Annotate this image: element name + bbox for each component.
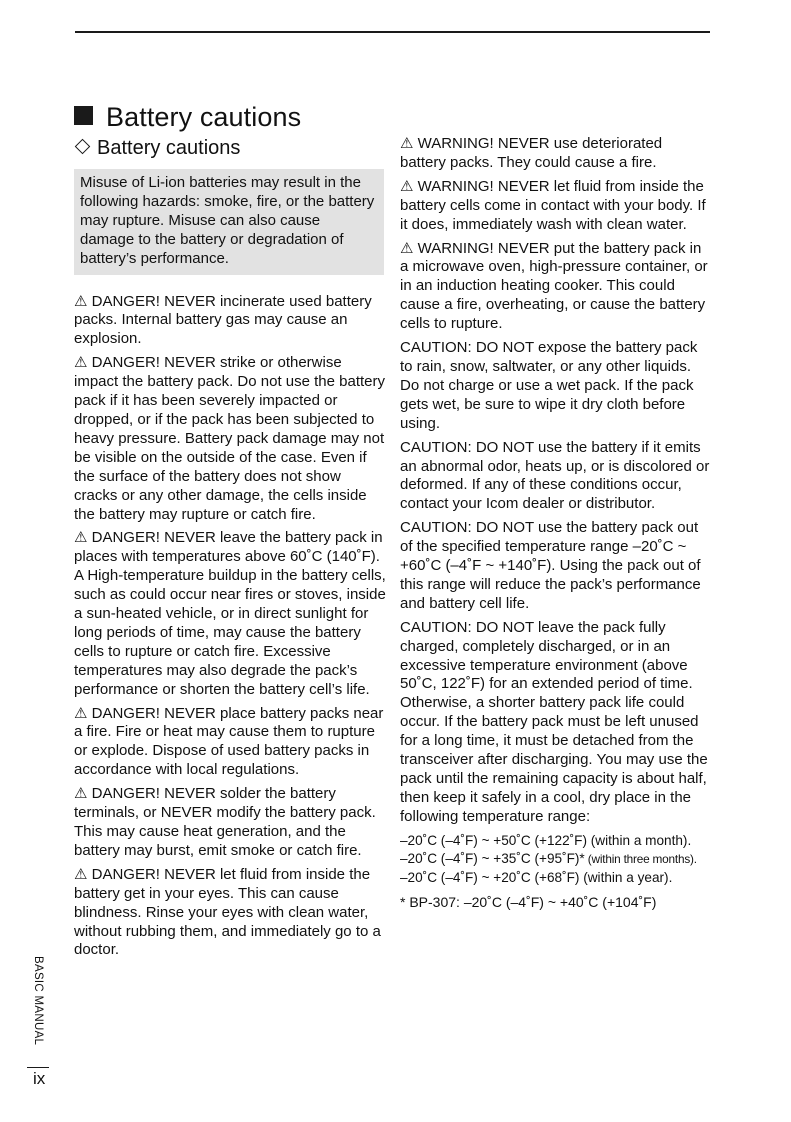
- page-number: ix: [33, 1069, 46, 1088]
- temperature-range-line: [400, 869, 712, 888]
- caution-paragraph: CAUTION: DO NOT use the battery pack out of the specified temperature range –20˚C ~ +60˚C (–4˚F ~ +140˚F). Using the pack out of this range will reduce the pack’s performance and battery cell life.: [400, 519, 701, 612]
- warning-paragraph: ⚠ WARNING! NEVER use deteriorated battery packs. They could cause a fire.: [400, 135, 663, 171]
- top-divider: [75, 31, 710, 33]
- subsection-title-text: Battery cautions: [97, 137, 241, 159]
- caution-paragraph: CAUTION: DO NOT use the battery if it emits an abnormal odor, heats up, or is discolored or deformed. If any of these conditions occur, contact your Icom dealer or distributor.: [400, 438, 710, 513]
- section-title: [74, 101, 301, 133]
- temperature-range: –20˚C (–4˚F) ~ +35˚C (+95˚F)*: [400, 851, 585, 867]
- danger-paragraph: ⚠ DANGER! NEVER let fluid from inside the battery get in your eyes. This can cause blindness. Rinse your eyes with clean water, without rubbing them, and immediately go to a doctor.: [74, 865, 381, 959]
- storage-period: (within a year).: [579, 869, 673, 885]
- storage-period: (within three months).: [584, 852, 697, 867]
- warning-paragraph: ⚠ WARNING! NEVER let fluid from inside the battery cells come in contact with your body. If it does, immediately wash with clean water.: [400, 177, 706, 233]
- square-bullet-icon: [74, 106, 93, 125]
- danger-paragraph: ⚠ DANGER! NEVER leave the battery pack in places with temperatures above 60˚C (140˚F). A High-temperature buildup in the battery cells, such as could occur near fires or stoves, inside a sun-heated vehicle, or in direct sunlight for long periods of time, may cause the battery cells to rupture or catch fire. Excessive temperatures may also degrade the pack’s performance or shorten the battery cell’s life.: [74, 529, 386, 698]
- notice-box: Misuse of Li-ion batteries may result in the following hazards: smoke, fire, or the battery may rupture. Misuse can also cause damage to the battery or degradation of battery’s performance.: [74, 169, 384, 275]
- danger-paragraph: ⚠ DANGER! NEVER strike or otherwise impact the battery pack. Do not use the battery pack if it has been severely impacted or dropped, or if the pack has been subjected to heavy pressure. Battery pack damage may not be visible on the outside of the case. Even if the surface of the battery does not show cracks or any other damage, the cells inside the battery may rupture or catch fire.: [74, 354, 386, 523]
- temperature-range: –20˚C (–4˚F) ~ +50˚C (+122˚F): [400, 832, 587, 848]
- temperature-range: –20˚C (–4˚F) ~ +20˚C (+68˚F): [400, 869, 580, 885]
- subsection-title: [74, 135, 386, 161]
- temperature-range-line: [400, 832, 712, 851]
- left-column: [74, 135, 386, 965]
- caution-paragraph: CAUTION: DO NOT leave the pack fully charged, completely discharged, or in an excessive temperature environment (above 50˚C, 122˚F) for an extended period of time. Otherwise, a shorter battery pack life could occur. If the battery pack must be left unused for a long time, it must be detached from the transceiver after discharging. You may use the pack until the remaining capacity is about half, then keep it safely in a cool, dry place in the following temperature range:: [400, 618, 708, 825]
- section-title-text: Battery cautions: [106, 102, 302, 132]
- temperature-range-list: [400, 832, 712, 888]
- danger-paragraph: ⚠ DANGER! NEVER place battery packs near a fire. Fire or heat may cause them to rupture or explode. Dispose of used battery packs in accordance with local regulations.: [74, 704, 384, 779]
- page-number-divider: [27, 1067, 49, 1068]
- footnote: * BP-307: –20˚C (–4˚F) ~ +40˚C (+104˚F): [400, 893, 657, 910]
- diamond-bullet-icon: [75, 139, 91, 155]
- danger-paragraph: ⚠ DANGER! NEVER incinerate used battery packs. Internal battery gas may cause an explosion.: [74, 292, 372, 348]
- side-label: BASIC MANUAL: [32, 956, 44, 1046]
- caution-paragraph: CAUTION: DO NOT expose the battery pack to rain, snow, saltwater, or any other liquids. Do not charge or use a wet pack. If the pack gets wet, be sure to wipe it dry cloth before using.: [400, 339, 698, 432]
- temperature-range-line: [400, 850, 712, 869]
- warning-paragraph: ⚠ WARNING! NEVER put the battery pack in a microwave oven, high-pressure container, or in an induction heating cooker. This could cause a fire, overheating, or cause the battery cells to rupture.: [400, 239, 708, 333]
- storage-period: (within a month).: [586, 832, 692, 848]
- right-column: [400, 135, 712, 911]
- danger-paragraph: ⚠ DANGER! NEVER solder the battery terminals, or NEVER modify the battery pack. This may cause heat generation, and the battery may burst, emit smoke or catch fire.: [74, 785, 376, 859]
